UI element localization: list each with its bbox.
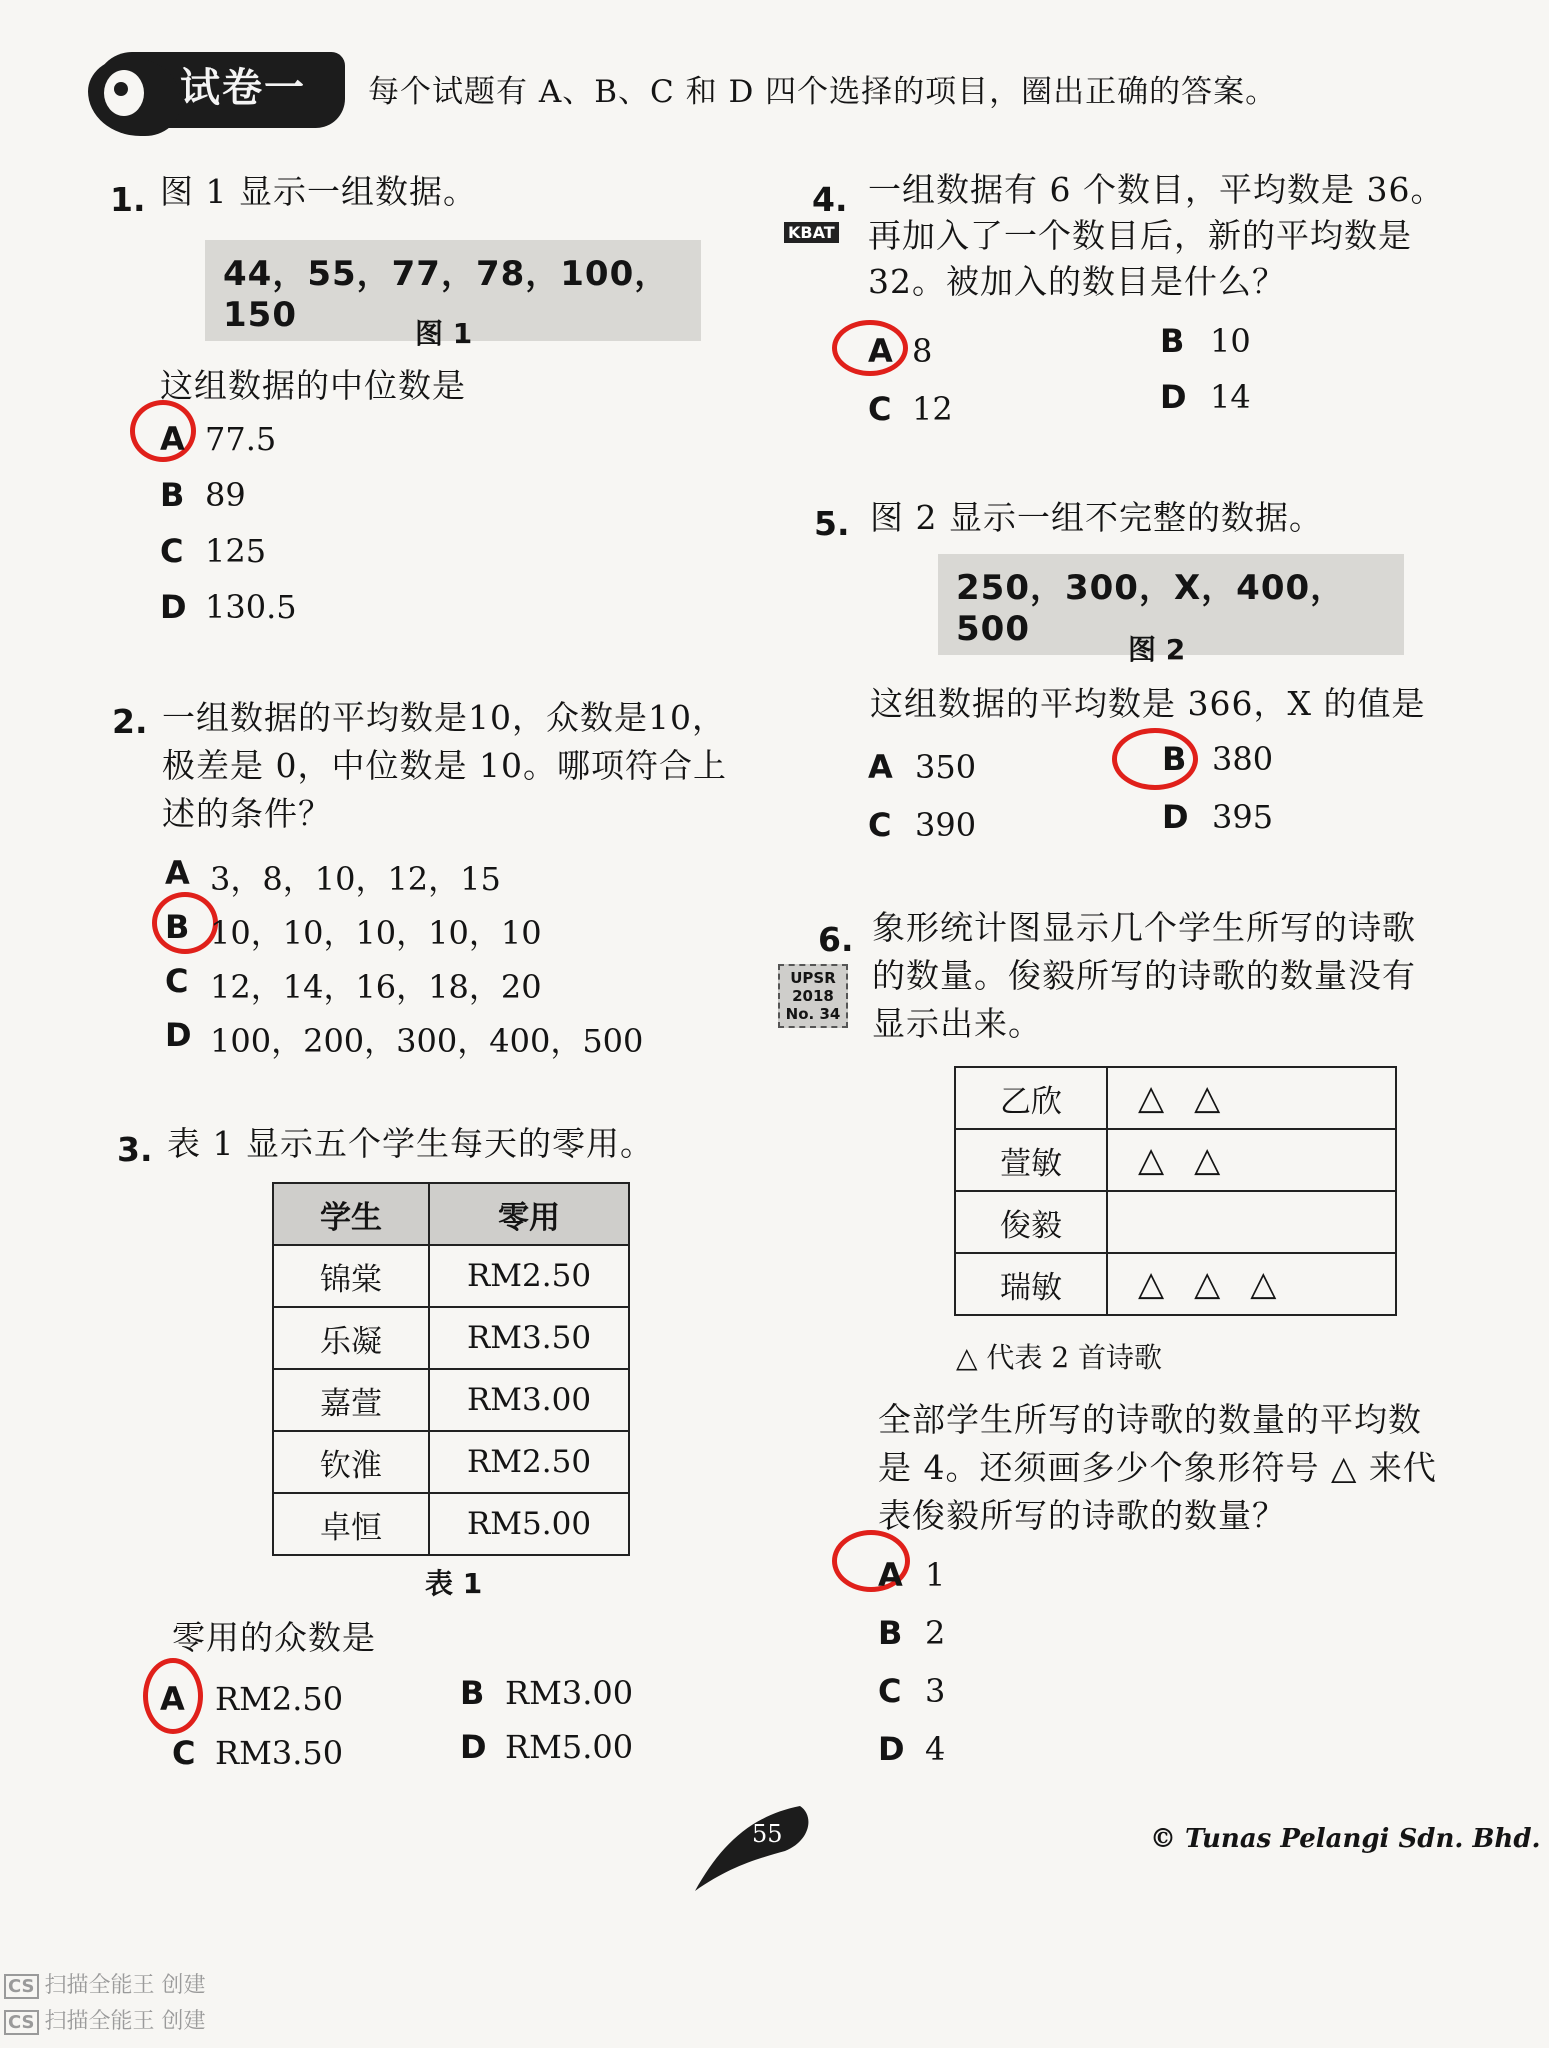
- question-text-line-3: 表俊毅所写的诗歌的数量？: [878, 1496, 1286, 1535]
- option-letter-b[interactable]: B: [1160, 322, 1185, 360]
- instruction-text: 每个试题有 A、B、C 和 D 四个选择的项目，圈出正确的答案。: [368, 74, 1278, 110]
- option-value-b: 10，10，10，10，10: [210, 914, 542, 952]
- option-letter-b[interactable]: B: [1162, 740, 1187, 778]
- question-prompt: 图 1 显示一组数据。: [160, 172, 477, 211]
- option-letter-c[interactable]: C: [868, 390, 892, 428]
- option-letter-a[interactable]: A: [165, 854, 190, 892]
- option-value-a: 77.5: [205, 420, 277, 458]
- pictograph-key: △ 代表 2 首诗歌: [956, 1341, 1163, 1374]
- question-prompt-line-1: 象形统计图显示几个学生所写的诗歌: [872, 908, 1416, 947]
- student-name: 瑞敏: [955, 1253, 1107, 1315]
- pictograph-row: [955, 1067, 1396, 1129]
- table-header: 零用: [429, 1183, 629, 1245]
- table-row: [273, 1307, 629, 1369]
- student-name: 俊毅: [955, 1191, 1107, 1253]
- table-cell: RM2.50: [429, 1245, 629, 1307]
- kbat-tag: KBAT: [784, 222, 839, 243]
- option-value-a: 1: [925, 1556, 946, 1594]
- copyright: © Tunas Pelangi Sdn. Bhd.: [1150, 1824, 1541, 1854]
- option-letter-d[interactable]: D: [160, 588, 187, 626]
- figure-title: 图 1: [415, 317, 473, 350]
- pictograph: [954, 1066, 1397, 1316]
- option-letter-c[interactable]: C: [878, 1672, 902, 1710]
- data-box: 44，55，77，78，100，150: [205, 240, 701, 341]
- option-value-b: 2: [925, 1614, 946, 1652]
- question-text: 零用的众数是: [172, 1618, 376, 1657]
- student-name: 乙欣: [955, 1067, 1107, 1129]
- question-prompt-line-3: 显示出来。: [872, 1004, 1042, 1043]
- data-box: 250，300，X，400，500: [938, 554, 1404, 655]
- option-letter-d[interactable]: D: [1162, 798, 1189, 836]
- triangle-symbols: △△: [1107, 1067, 1396, 1129]
- table-header: 学生: [273, 1183, 429, 1245]
- upsr-tag: UPSR 2018 No. 34: [778, 964, 848, 1028]
- question-text-line-2: 是 4。还须画多少个象形符号 △ 来代: [878, 1448, 1437, 1487]
- table-cell: RM2.50: [429, 1431, 629, 1493]
- question-text-line-1: 全部学生所写的诗歌的数量的平均数: [878, 1400, 1422, 1439]
- option-value-b: 380: [1212, 740, 1274, 778]
- question-number: 3.: [117, 1130, 153, 1169]
- table-cell: RM5.00: [429, 1493, 629, 1555]
- option-letter-a[interactable]: A: [160, 420, 185, 458]
- option-letter-b[interactable]: B: [160, 476, 185, 514]
- option-value-c: 12: [912, 390, 953, 428]
- option-value-d: 4: [925, 1730, 946, 1768]
- question-prompt: 图 2 显示一组不完整的数据。: [870, 498, 1323, 537]
- watermark-line: CS 扫描全能王 创建: [4, 2004, 206, 2035]
- option-value-b: 10: [1210, 322, 1251, 360]
- option-value-a: 350: [915, 748, 977, 786]
- option-value-c: RM3.50: [215, 1734, 344, 1772]
- option-value-c: 12，14，16，18，20: [210, 968, 542, 1006]
- option-letter-b[interactable]: B: [165, 908, 190, 946]
- option-letter-c[interactable]: C: [172, 1734, 196, 1772]
- student-name: 萱敏: [955, 1129, 1107, 1191]
- question-prompt-line-3: 述的条件？: [162, 794, 332, 833]
- option-letter-a[interactable]: A: [868, 748, 893, 786]
- triangle-symbols: [1107, 1191, 1396, 1253]
- option-value-d: 395: [1212, 798, 1274, 836]
- option-letter-c[interactable]: C: [868, 806, 892, 844]
- option-letter-d[interactable]: D: [1160, 378, 1187, 416]
- option-value-d: 100，200，300，400，500: [210, 1022, 644, 1060]
- allowance-table: [272, 1182, 630, 1556]
- table-row: [273, 1493, 629, 1555]
- watermark-line: CS 扫描全能王 创建: [4, 1968, 206, 1999]
- table-cell: 乐凝: [273, 1307, 429, 1369]
- option-value-d: 130.5: [205, 588, 297, 626]
- option-letter-d[interactable]: D: [878, 1730, 905, 1768]
- question-text: 这组数据的平均数是 366，X 的值是: [870, 684, 1426, 723]
- question-prompt-line-1: 一组数据有 6 个数目，平均数是 36。: [868, 170, 1445, 209]
- question-prompt-line-2: 极差是 0，中位数是 10。哪项符合上: [162, 746, 727, 785]
- paper-badge: 试卷一: [180, 64, 306, 111]
- option-value-a: 3，8，10，12，15: [210, 860, 501, 898]
- table-cell: RM3.00: [429, 1369, 629, 1431]
- table-row: [273, 1369, 629, 1431]
- option-letter-a[interactable]: A: [878, 1556, 903, 1594]
- page-number: 55: [752, 1820, 783, 1848]
- table-row: [273, 1431, 629, 1493]
- option-value-d: RM5.00: [505, 1728, 634, 1766]
- option-letter-c[interactable]: C: [165, 962, 189, 1000]
- figure-title: 图 2: [1128, 633, 1186, 666]
- question-number: 1.: [110, 180, 146, 219]
- cs-logo-icon: CS: [4, 1974, 39, 1999]
- pictograph-row: [955, 1129, 1396, 1191]
- option-value-c: 125: [205, 532, 267, 570]
- pictograph-row: [955, 1191, 1396, 1253]
- option-letter-b[interactable]: B: [878, 1614, 903, 1652]
- question-number: 6.: [818, 920, 854, 959]
- table-title: 表 1: [425, 1567, 483, 1600]
- option-value-a: 8: [912, 332, 933, 370]
- table-cell: RM3.50: [429, 1307, 629, 1369]
- triangle-symbols: △△△: [1107, 1253, 1396, 1315]
- option-letter-d[interactable]: D: [460, 1728, 487, 1766]
- question-prompt-line-1: 一组数据的平均数是10，众数是10，: [162, 698, 726, 737]
- table-row: [273, 1245, 629, 1307]
- question-prompt-line-2: 再加入了一个数目后，新的平均数是: [868, 216, 1412, 255]
- table-cell: 钦淮: [273, 1431, 429, 1493]
- option-value-c: 3: [925, 1672, 946, 1710]
- option-value-b: RM3.00: [505, 1674, 634, 1712]
- cs-logo-icon: CS: [4, 2010, 39, 2035]
- question-number: 4.: [812, 180, 848, 219]
- question-number: 2.: [112, 702, 148, 741]
- option-letter-c[interactable]: C: [160, 532, 184, 570]
- option-letter-b[interactable]: B: [460, 1674, 485, 1712]
- option-value-d: 14: [1210, 378, 1251, 416]
- question-number: 5.: [814, 504, 850, 543]
- question-prompt: 表 1 显示五个学生每天的零用。: [167, 1124, 654, 1163]
- option-letter-a[interactable]: A: [160, 1680, 185, 1718]
- table-cell: 嘉萱: [273, 1369, 429, 1431]
- table-cell: 锦棠: [273, 1245, 429, 1307]
- question-text: 这组数据的中位数是: [160, 366, 466, 405]
- triangle-symbols: △△: [1107, 1129, 1396, 1191]
- table-cell: 卓恒: [273, 1493, 429, 1555]
- option-value-c: 390: [915, 806, 977, 844]
- option-letter-d[interactable]: D: [165, 1016, 192, 1054]
- option-value-a: RM2.50: [215, 1680, 344, 1718]
- question-prompt-line-3: 32。被加入的数目是什么？: [868, 262, 1286, 301]
- option-letter-a[interactable]: A: [868, 332, 893, 370]
- option-value-b: 89: [205, 476, 246, 514]
- question-prompt-line-2: 的数量。俊毅所写的诗歌的数量没有: [872, 956, 1416, 995]
- pictograph-row: [955, 1253, 1396, 1315]
